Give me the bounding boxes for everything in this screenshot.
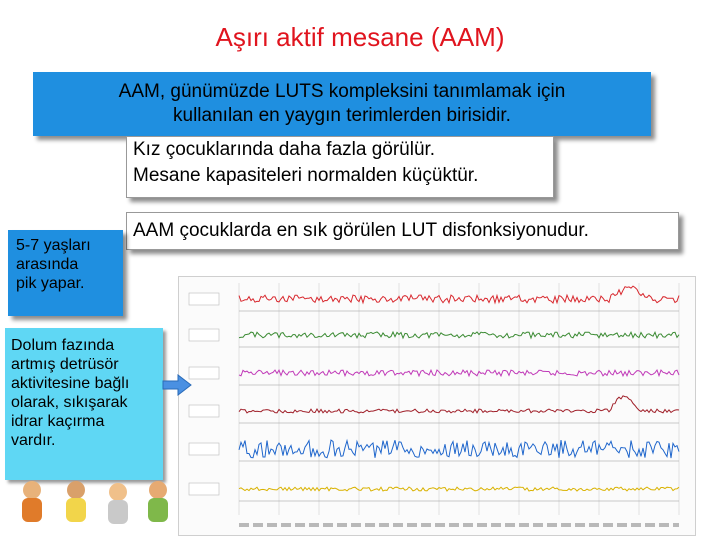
children-illustration-icon	[18, 478, 178, 543]
fill-line-5: idrar kaçırma	[11, 413, 105, 430]
lut-statement: AAM çocuklarda en sık görülen LUT disfonksiyonudur.	[133, 220, 589, 241]
fact-line-1: Kız çocuklarında daha fazla görülür.	[133, 139, 436, 160]
definition-line-2: kullanılan en yaygın terimlerden birisidir.	[173, 105, 511, 126]
channel-label-box	[189, 293, 219, 305]
channel-label-box	[189, 443, 219, 455]
trace-line	[239, 396, 679, 413]
trace-line	[239, 487, 679, 491]
trace-line	[239, 370, 679, 376]
fact-line-2: Mesane kapasiteleri normalden küçüktür.	[133, 165, 479, 186]
trace-line	[239, 440, 679, 458]
arrow-right-icon	[162, 374, 192, 401]
facts-box	[126, 136, 554, 198]
fill-line-4: olarak, sıkışarak	[11, 394, 128, 411]
fill-line-3: aktivitesine bağlı	[11, 375, 130, 392]
fill-line-6: vardır.	[11, 432, 56, 449]
age-line-3: pik yapar.	[16, 275, 85, 292]
channel-label-box	[189, 367, 219, 379]
fill-line-1: Dolum fazında	[11, 337, 115, 354]
urodynamic-traces	[179, 277, 695, 535]
channel-label-box	[189, 483, 219, 495]
urodynamic-tracing-image	[178, 276, 696, 536]
trace-line	[239, 332, 679, 338]
definition-line-1: AAM, günümüzde LUTS kompleksini tanımlamak için	[118, 81, 566, 102]
age-line-2: arasında	[16, 256, 79, 273]
trace-line	[239, 286, 679, 303]
peak-age-box	[8, 230, 123, 316]
fill-line-2: artmış detrüsör	[11, 356, 119, 373]
age-line-1: 5-7 yaşları	[16, 237, 91, 254]
channel-label-box	[189, 405, 219, 417]
slide-title: Aşırı aktif mesane (AAM)	[215, 22, 505, 52]
definition-box	[33, 72, 651, 136]
filling-phase-box	[5, 328, 163, 480]
channel-label-box	[189, 329, 219, 341]
lut-statement-box	[126, 212, 679, 250]
